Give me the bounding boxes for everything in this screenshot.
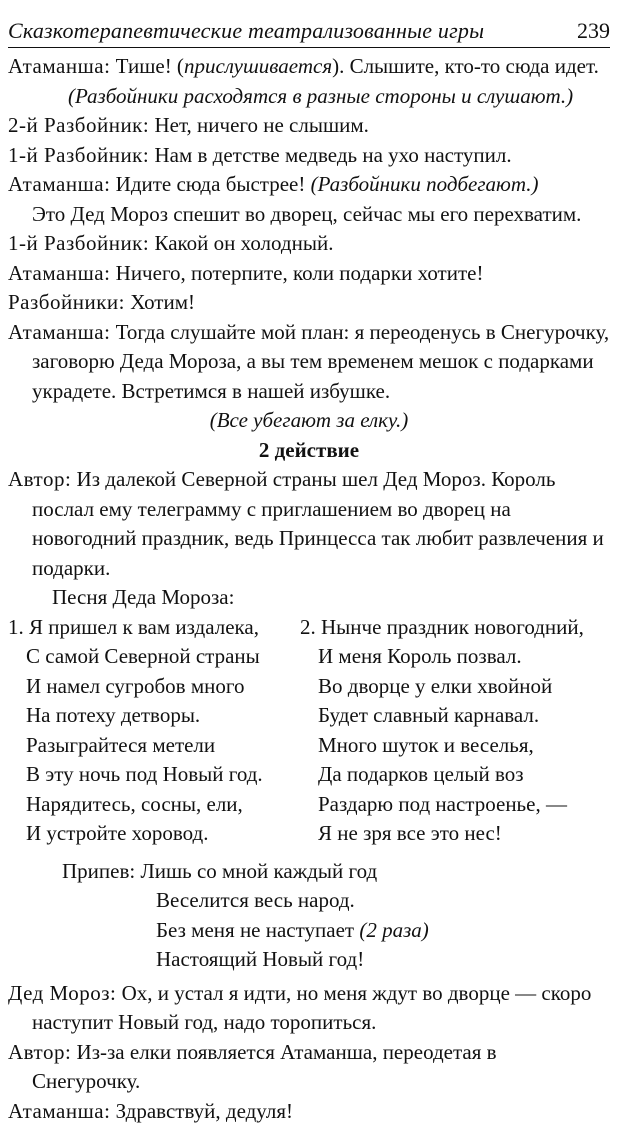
speaker: Атаманша: (8, 1099, 110, 1123)
verse-1 (8, 613, 300, 849)
speaker: Автор: (8, 1040, 71, 1064)
dialogue-line: Дед Мороз: Ох, и устал я идти, но меня ждут во дворце — скоро наступит Новый год, надо торопиться. (8, 979, 610, 1038)
verse-line: В эту ночь под Новый год. (8, 760, 300, 790)
verse-line: Я не зря все это нес! (300, 819, 592, 849)
verse-line: Да подарков целый воз (300, 760, 592, 790)
stage-direction: (Разбойники подбегают.) (311, 172, 539, 196)
verse-line: И меня Король позвал. (300, 642, 592, 672)
speaker: Атаманша: (8, 54, 110, 78)
dialogue-line: Атаманша: Тише! (прислушивается). Слышите, кто-то сюда идет. (8, 52, 610, 82)
chorus (8, 857, 610, 975)
dialogue-line: Разбойники: Хотим! (8, 288, 610, 318)
dialogue-line: 1-й Разбойник: Нам в детстве медведь на ухо наступил. (8, 141, 610, 171)
verse-line: И устройте хоровод. (8, 819, 300, 849)
stage-direction: (Разбойники расходятся в разные стороны и слушают.) (8, 82, 610, 112)
running-title: Сказкотерапевтические театрализованные игры (8, 18, 484, 44)
dialogue-line: Атаманша: Идите сюда быстрее! (Разбойники подбегают.) (8, 170, 610, 200)
verse-line: Много шуток и веселья, (300, 731, 592, 761)
chorus-line: Веселится весь народ. (8, 886, 610, 916)
speaker: 1-й Разбойник: (8, 231, 149, 255)
speaker: 2-й Разбойник: (8, 113, 149, 137)
verse-line: Во дворце у елки хвойной (300, 672, 592, 702)
page-body (8, 52, 610, 1126)
page-header (8, 0, 610, 48)
verse-2 (300, 613, 592, 849)
dialogue-line: Атаманша: Тогда слушайте мой план: я переоденусь в Снегурочку, заговорю Деда Мороза, а вы тем временем мешок с подарками украдете. Встретимся в нашей избушке. (8, 318, 610, 407)
chorus-line: Без меня не наступает (2 раза) (8, 916, 610, 946)
dialogue-line: Атаманша: Здравствуй, дедуля! (8, 1097, 610, 1126)
chorus-line: Настоящий Новый год! (8, 945, 610, 975)
speaker: Автор: (8, 467, 71, 491)
verse-line: Нарядитесь, сосны, ели, (8, 790, 300, 820)
speaker: Атаманша: (8, 320, 110, 344)
verse-line: На потеху детворы. (8, 701, 300, 731)
speaker: 1-й Разбойник: (8, 143, 149, 167)
verse-line: 1. Я пришел к вам издалека, (8, 613, 300, 643)
dialogue-line: 2-й Разбойник: Нет, ничего не слышим. (8, 111, 610, 141)
stage-direction: (2 раза) (354, 918, 429, 942)
dialogue-line: Атаманша: Ничего, потерпите, коли подарки хотите! (8, 259, 610, 289)
verse-line: Разыграйтеся метели (8, 731, 300, 761)
speaker: Разбойники: (8, 290, 125, 314)
dialogue-continuation: Это Дед Мороз спешит во дворец, сейчас мы его перехватим. (8, 200, 610, 230)
speaker: Атаманша: (8, 261, 110, 285)
stage-direction: прислушивается (184, 54, 332, 78)
song-title: Песня Деда Мороза: (8, 583, 610, 613)
verse-line: Раздарю под настроенье, — (300, 790, 592, 820)
stage-direction: (Все убегают за елку.) (8, 406, 610, 436)
page-number: 239 (577, 18, 610, 44)
narration: Автор: Из-за елки появляется Атаманша, переодетая в Снегурочку. (8, 1038, 610, 1097)
verse-line: И намел сугробов много (8, 672, 300, 702)
narration: Автор: Из далекой Северной страны шел Дед Мороз. Король послал ему телеграмму с приглашением во дворец на новогодний праздник, ведь Принцесса так любит развлечения и подарки. (8, 465, 610, 583)
speaker: Атаманша: (8, 172, 110, 196)
speaker: Дед Мороз: (8, 981, 116, 1005)
verse-line: 2. Нынче праздник новогодний, (300, 613, 592, 643)
verse-line: Будет славный карнавал. (300, 701, 592, 731)
dialogue-line: 1-й Разбойник: Какой он холодный. (8, 229, 610, 259)
song-verses (8, 613, 610, 849)
act-title: 2 действие (8, 436, 610, 466)
verse-line: С самой Северной страны (8, 642, 300, 672)
chorus-line: Припев: Лишь со мной каждый год (8, 857, 610, 887)
